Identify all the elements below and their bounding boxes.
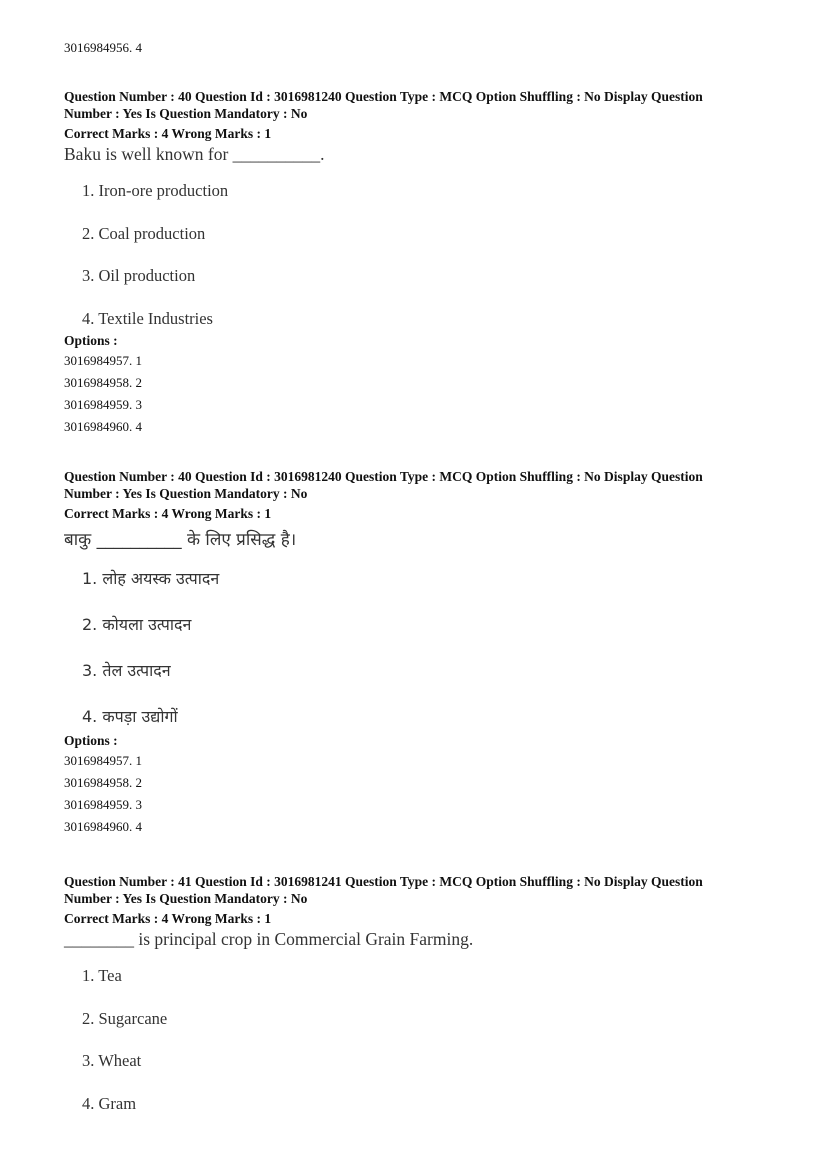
question-text: बाकु __________ के लिए प्रसिद्ध है। xyxy=(64,530,297,550)
question-meta-line: Question Number : 41 Question Id : 3016981241 Question Type : MCQ Option Shuffling : No Display Question xyxy=(64,874,703,889)
choice-list xyxy=(64,556,774,740)
option-id-list xyxy=(64,350,774,438)
option-id-item: 3016984959. 3 xyxy=(64,797,142,812)
choice-list xyxy=(64,955,774,1125)
options-label: Options : xyxy=(64,733,118,748)
choice-item: 4. कपड़ा उद्योगों xyxy=(82,707,178,726)
option-id-item: 3016984958. 2 xyxy=(64,375,142,390)
option-id-item: 3016984957. 1 xyxy=(64,753,142,768)
choice-item: 2. Coal production xyxy=(82,223,206,243)
option-id-item: 3016984959. 3 xyxy=(64,397,142,412)
question-text: Baku is well known for __________. xyxy=(64,144,325,164)
choice-item: 3. Oil production xyxy=(82,266,196,285)
question-block-40-english xyxy=(64,88,774,438)
question-meta-line: Question Number : 40 Question Id : 3016981240 Question Type : MCQ Option Shuffling : No Display Question xyxy=(64,469,703,484)
option-id-item: 3016984960. 4 xyxy=(64,419,142,434)
question-meta-line: Number : Yes Is Question Mandatory : No xyxy=(64,106,308,121)
option-id-item: 3016984957. 1 xyxy=(64,353,142,368)
choice-item: 1. Tea xyxy=(82,966,122,985)
options-label: Options : xyxy=(64,333,118,348)
question-marks-line: Correct Marks : 4 Wrong Marks : 1 xyxy=(64,506,272,521)
question-meta-line: Question Number : 40 Question Id : 3016981240 Question Type : MCQ Option Shuffling : No Display Question xyxy=(64,89,703,104)
choice-item: 4. Textile Industries xyxy=(82,308,213,328)
question-block-40-hindi xyxy=(64,468,774,838)
choice-item: 3. Wheat xyxy=(82,1051,142,1070)
previous-option-line: 3016984956. 4 xyxy=(64,40,142,55)
option-id-list xyxy=(64,750,774,838)
question-marks-line: Correct Marks : 4 Wrong Marks : 1 xyxy=(64,126,272,141)
option-id-item: 3016984960. 4 xyxy=(64,819,142,834)
question-text: ________ is principal crop in Commercial Grain Farming. xyxy=(64,929,474,949)
question-marks-line: Correct Marks : 4 Wrong Marks : 1 xyxy=(64,911,272,926)
choice-item: 1. लोह अयस्क उत्पादन xyxy=(82,569,220,588)
choice-item: 2. कोयला उत्पादन xyxy=(82,615,192,634)
choice-item: 1. Iron-ore production xyxy=(82,181,229,200)
choice-item: 2. Sugarcane xyxy=(82,1008,168,1028)
question-meta-line: Number : Yes Is Question Mandatory : No xyxy=(64,486,308,501)
choice-item: 4. Gram xyxy=(82,1093,137,1113)
choice-list xyxy=(64,170,774,340)
choice-item: 3. तेल उत्पादन xyxy=(82,661,171,680)
question-block-41-english xyxy=(64,873,774,1125)
option-id-item: 3016984958. 2 xyxy=(64,775,142,790)
question-meta-line: Number : Yes Is Question Mandatory : No xyxy=(64,891,308,906)
